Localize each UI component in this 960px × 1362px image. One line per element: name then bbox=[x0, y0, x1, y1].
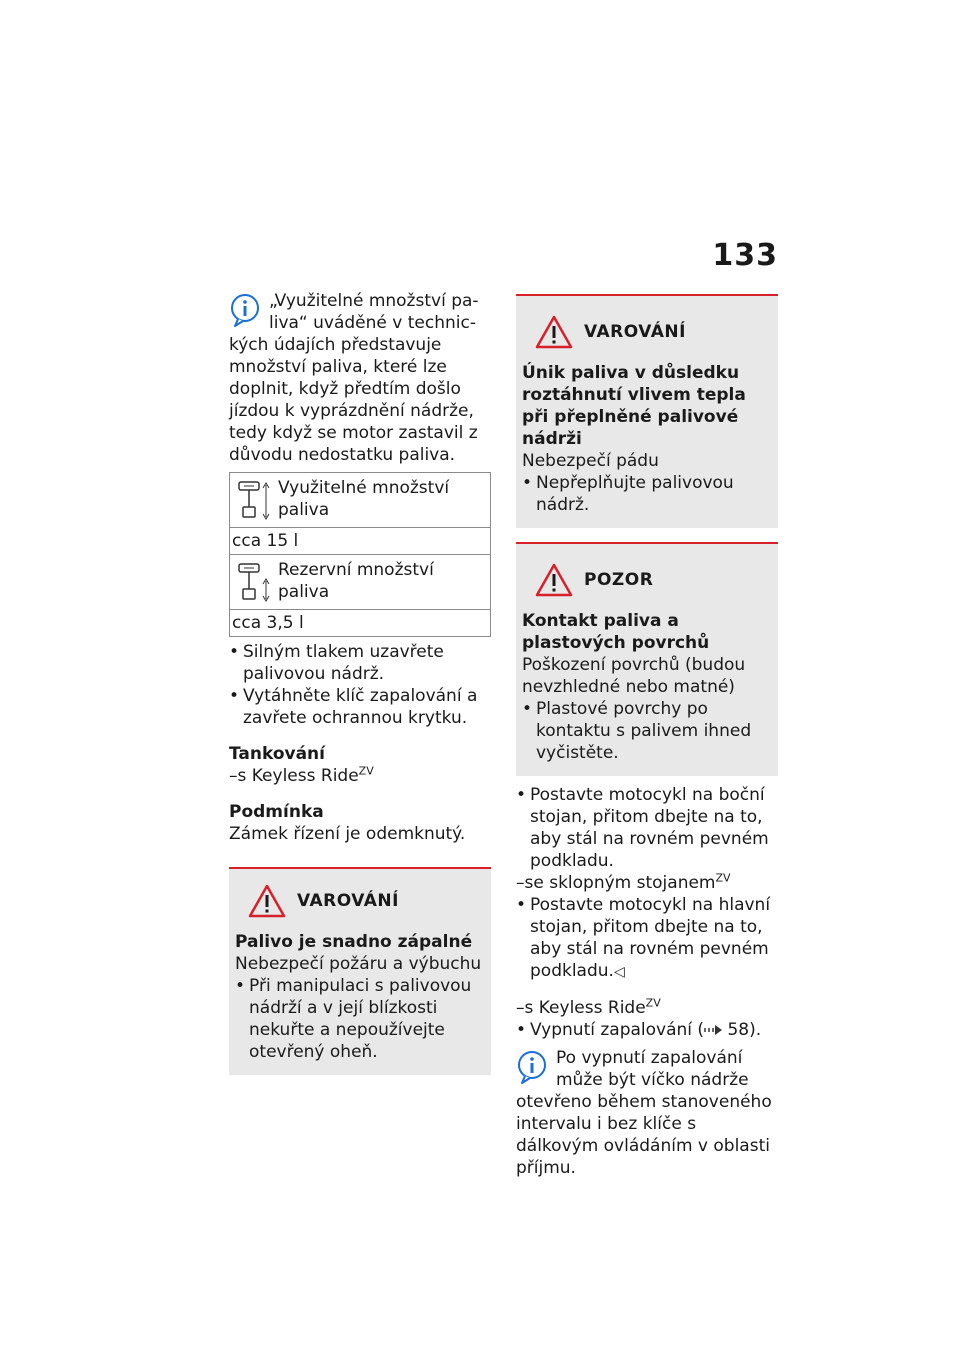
spec-label-usable: Využitelné množství paliva bbox=[278, 478, 450, 520]
list-item: • Vypnutí zapalování ( 58). bbox=[516, 1019, 778, 1041]
list-item: • Při manipulaci s palivovou nádrží a v její blízkosti nekuřte a nepoužívejte otevřený oheň. bbox=[235, 975, 485, 1063]
list-item: • Plastové povrchy po kontaktu s palivem ihned vyčistěte. bbox=[522, 698, 772, 764]
list-item: • Vytáhněte klíč zapalování a zavřete ochrannou krytku. bbox=[229, 685, 491, 729]
caution-box-plastic bbox=[516, 542, 778, 776]
fuel-level-icon bbox=[236, 477, 272, 521]
tilt-stand-condition: –se sklopným stojanem$^{ZV}$ bbox=[516, 871, 731, 893]
right-column bbox=[516, 294, 778, 1179]
warning-box-flammable bbox=[229, 867, 491, 1075]
spec-value-reserve: cca 3,5 l bbox=[230, 610, 490, 637]
spec-value-usable: cca 15 l bbox=[230, 528, 490, 555]
list-item: • Silným tlakem uzavřete palivovou nádrž. bbox=[229, 641, 491, 685]
warning-subtitle: Nebezpečí požáru a výbuchu bbox=[235, 954, 482, 974]
list-item: • Postavte motocykl na hlavní stojan, přitom dbejte na to, aby stál na rovném pevném podkladu.◁ bbox=[516, 894, 778, 983]
warning-header bbox=[247, 883, 485, 919]
caution-subtitle: Poškození povrchů (budou nevzhledné nebo matné) bbox=[522, 655, 746, 697]
zv-marker: ZV bbox=[358, 764, 374, 778]
section-title-condition: Podmínka bbox=[229, 802, 324, 822]
left-column bbox=[229, 290, 491, 1075]
zv-marker: ZV bbox=[645, 996, 661, 1010]
info-text: kých údajích představuje množství paliva, které lze doplnit, když předtím došlo jízdou k vyprázdnění nádrže, tedy když se motor zastavil z důvodu nedostatku paliva. bbox=[229, 335, 478, 465]
info-line-2: liva“ uváděné v technic- bbox=[269, 313, 476, 333]
end-of-section-icon: ◁ bbox=[613, 964, 625, 980]
info-line-2: může být víčko nádrže bbox=[556, 1070, 749, 1090]
page-reference-link[interactable]: 58). bbox=[727, 1020, 762, 1040]
info-note bbox=[229, 290, 491, 466]
page-number: 133 bbox=[712, 238, 778, 273]
warning-triangle-icon bbox=[534, 314, 574, 350]
info-line-1: „Využitelné množství pa- bbox=[269, 291, 479, 311]
caution-triangle-icon bbox=[534, 562, 574, 598]
stand-steps bbox=[516, 784, 778, 872]
fuel-reserve-icon bbox=[236, 559, 272, 603]
spec-label-reserve: Rezervní množství paliva bbox=[278, 560, 434, 602]
page-reference-arrow-icon[interactable] bbox=[704, 1025, 722, 1035]
keyless-condition: –s Keyless Ride$^{ZV}$ bbox=[516, 996, 661, 1018]
spec-row-reserve bbox=[230, 555, 490, 610]
warning-box-overflow bbox=[516, 294, 778, 528]
keyless-condition: –s Keyless Ride$^{ZV}$ bbox=[229, 764, 374, 786]
condition-text: Zámek řízení je odemknutý. bbox=[229, 824, 466, 844]
list-item: • Nepřeplňujte palivovou nádrž. bbox=[522, 472, 772, 516]
info-text: otevřeno během stanoveného intervalu i bez klíče s dálkovým ovládáním v oblasti příjmu. bbox=[516, 1092, 772, 1178]
warning-title: Palivo je snadno zápalné bbox=[235, 932, 473, 952]
warning-title: Únik paliva v důsledku roztáhnutí vlivem tepla při přeplněné palivové nádrži bbox=[522, 363, 746, 449]
warning-label: VAROVÁNÍ bbox=[297, 891, 399, 911]
warning-header bbox=[534, 314, 772, 350]
section-title-refuelling: Tankování bbox=[229, 744, 325, 764]
warning-triangle-icon bbox=[247, 883, 287, 919]
warning-list bbox=[522, 472, 772, 516]
info-line-1: Po vypnutí zapalování bbox=[556, 1048, 743, 1068]
spec-row-usable bbox=[230, 473, 490, 528]
main-stand-steps bbox=[516, 894, 778, 983]
info-note bbox=[516, 1047, 778, 1179]
info-icon bbox=[229, 292, 261, 328]
caution-label: POZOR bbox=[584, 570, 654, 590]
info-icon bbox=[516, 1049, 548, 1085]
warning-subtitle: Nebezpečí pádu bbox=[522, 451, 659, 471]
zv-marker: ZV bbox=[715, 871, 731, 885]
caution-list bbox=[522, 698, 772, 764]
close-tank-steps bbox=[229, 641, 491, 729]
fuel-spec-table bbox=[229, 472, 491, 637]
caution-title: Kontakt paliva a plastových povrchů bbox=[522, 611, 710, 653]
warning-label: VAROVÁNÍ bbox=[584, 322, 686, 342]
caution-header bbox=[534, 562, 772, 598]
ignition-steps bbox=[516, 1019, 778, 1041]
list-item: • Postavte motocykl na boční stojan, přitom dbejte na to, aby stál na rovném pevném podkladu. bbox=[516, 784, 778, 872]
warning-list bbox=[235, 975, 485, 1063]
